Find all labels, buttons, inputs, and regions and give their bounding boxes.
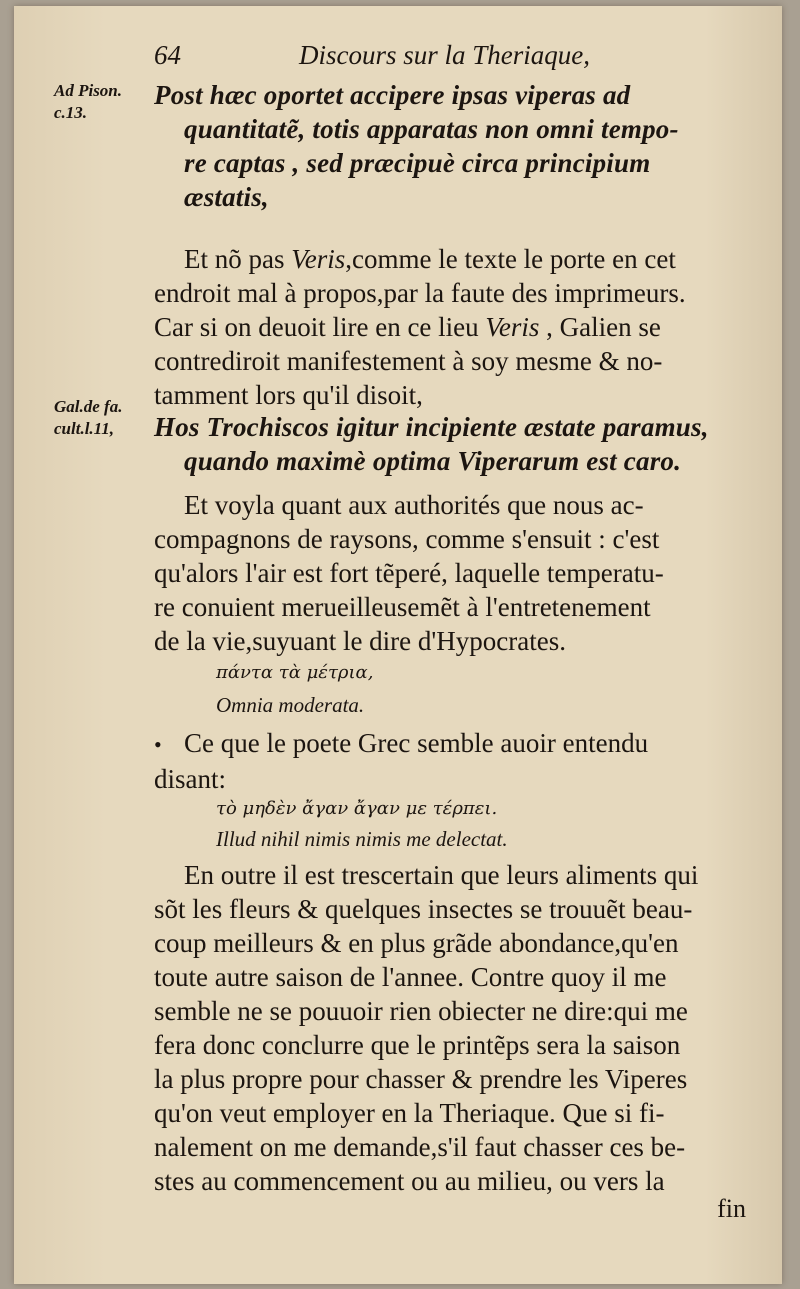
latin-translation: Omnia moderata. <box>216 693 365 717</box>
italic-word-veris: Veris <box>485 312 540 342</box>
quote-line: æstatis, <box>184 182 269 212</box>
quote-line: Hos Trochiscos igitur incipiente æstate paramus, <box>154 412 709 442</box>
text-line: Car si on deuoit lire en ce lieu Veris , Galien se <box>154 312 661 342</box>
poet-quote <box>154 796 759 852</box>
text-line: disant: <box>154 764 226 794</box>
text-line: qu'on veut employer en la Theriaque. Que si fi- <box>154 1098 665 1128</box>
paragraph-mark-icon: • <box>154 732 162 757</box>
text-line: contrediroit manifestement à soy mesme & no- <box>154 346 663 376</box>
quote-line: quando maximè optima Viperarum est caro. <box>184 446 682 476</box>
italic-word-veris: Veris <box>291 244 346 274</box>
text-line: qu'alors l'air est fort tẽperé, laquelle temperatu- <box>154 558 664 588</box>
margin-note-line: Ad Pison. <box>54 81 123 100</box>
quote-line: Post hæc oportet accipere ipsas viperas ad <box>154 80 631 110</box>
text-line: En outre il est trescertain que leurs aliments qui <box>184 860 699 890</box>
text-line: semble ne se pouuoir rien obiecter ne dire:qui me <box>154 996 688 1026</box>
quote-line: re captas , sed præcipuè circa principium <box>184 148 651 178</box>
latin-quote-pison <box>154 78 759 214</box>
text-line: • Ce que le poete Grec semble auoir entendu <box>154 726 759 762</box>
text-line: stes au commencement ou au milieu, ou vers la <box>154 1166 665 1196</box>
margin-note-galen <box>54 396 122 440</box>
latin-translation: Illud nihil nimis nimis me delectat. <box>216 827 508 851</box>
margin-note-line: Gal.de fa. <box>54 397 123 416</box>
margin-note-ad-pison <box>54 80 122 124</box>
text-line: nalement on me demande,s'il faut chasser ces be- <box>154 1132 686 1162</box>
latin-quote-galen <box>154 410 759 478</box>
book-page <box>14 6 782 1284</box>
hippocrates-quote <box>154 660 759 718</box>
text-line: Et voyla quant aux authorités que nous ac- <box>184 490 644 520</box>
text-line: sõt les fleurs & quelques insectes se trouuẽt beau- <box>154 894 693 924</box>
text-line: tamment lors qu'il disoit, <box>154 380 423 410</box>
greek-quote: πάντα τὰ μέτρια, <box>216 662 374 683</box>
paragraph-veris <box>154 242 759 412</box>
quote-line: quantitatẽ, totis apparatas non omni tempo- <box>184 114 679 144</box>
text-line: Et nõ pas Veris,comme le texte le porte en cet <box>184 244 676 274</box>
margin-note-line: cult.l.11, <box>54 419 114 438</box>
text-line: fera donc conclurre que le printẽps sera la saison <box>154 1030 681 1060</box>
paragraph-poete <box>154 726 759 796</box>
text-line: de la vie,suyuant le dire d'Hypocrates. <box>154 626 566 656</box>
text-line: endroit mal à propos,par la faute des imprimeurs. <box>154 278 686 308</box>
text-line: toute autre saison de l'annee. Contre quoy il me <box>154 962 667 992</box>
text-line: la plus propre pour chasser & prendre les Viperes <box>154 1064 688 1094</box>
catchword: fin <box>717 1194 746 1223</box>
text-line: coup meilleurs & en plus grãde abondance,qu'en <box>154 928 679 958</box>
text-line: re conuient merueilleusemẽt à l'entretenement <box>154 592 651 622</box>
greek-quote: τὸ μηδὲν ἄγαν ἄγαν με τέρπει. <box>216 798 498 819</box>
paragraph-authorites <box>154 488 759 658</box>
running-title: Discours sur la Theriaque, <box>299 40 591 70</box>
paragraph-aliments <box>154 858 759 1198</box>
margin-note-line: c.13. <box>54 103 88 122</box>
page-number: 64 <box>154 40 181 70</box>
text-line: compagnons de raysons, comme s'ensuit : c'est <box>154 524 660 554</box>
